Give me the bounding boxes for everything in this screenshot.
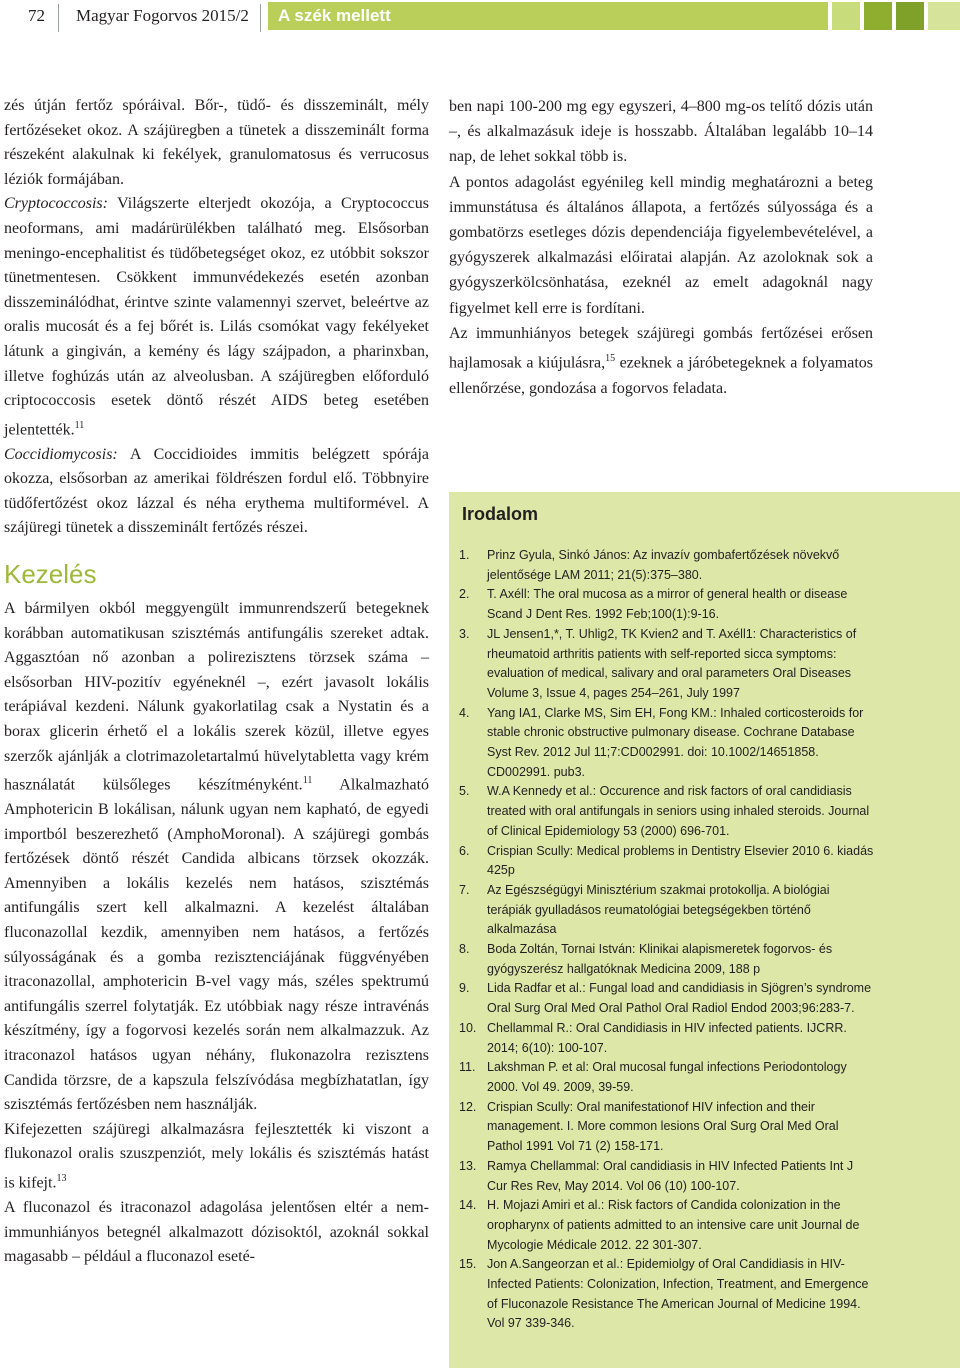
references-list	[459, 546, 874, 1334]
paragraph: A fluconazol és itraconazol adagolása jelentősen eltér a nem-immunhiányos betegnél alkalmazott dózisoktól, azoknál sokkal magasabb – például a fluconazol eseté-	[4, 1198, 429, 1266]
references-box	[449, 492, 960, 1368]
reference-item	[459, 1098, 874, 1157]
reference-number: 2.	[459, 587, 470, 602]
reference-text: Chellammal R.: Oral Candidiasis in HIV infected patients. IJCRR. 2014; 6(10): 100-107.	[487, 1020, 847, 1055]
citation: 11	[302, 775, 313, 787]
references-title: Irodalom	[462, 504, 539, 524]
paragraph: Coccidiomycosis: A Coccidioides immitis belégzett spórája okozza, elsősorban az amerikai földrészen fordul elő. Többnyire tüdőfertőzést okoz lázzal és néha erythema multiformével. A szájüregi tünetek a disszeminált fertőzés részei.	[4, 445, 429, 537]
reference-text: Crispian Scully: Medical problems in Dentistry Elsevier 2010 6. kiadás 425p	[487, 843, 874, 878]
paragraph: zés útján fertőz spóráival. Bőr-, tüdő- és disszeminált, mély fertőzéseket okoz. A szájüregben a tünetek a disszeminált forma részeként alakulnak ki fekélyek, granulomatosus és verrucosus léziók formájában.	[4, 97, 429, 188]
reference-number: 13.	[459, 1158, 477, 1173]
reference-text: Lida Radfar et al.: Fungal load and candidiasis in Sjögren’s syndrome Oral Surg Oral Med Oral Pathol Oral Radiol Endod 2003;96:283-7.	[487, 981, 872, 1016]
reference-item	[459, 546, 874, 585]
reference-number: 11.	[459, 1060, 476, 1075]
reference-text: Jon A.Sangeorzan et al.: Epidemiolgy of Oral Candidiasis in HIV-Infected Patients: Colonization, Infection, Treatment, and Emergence of Fluconazole Resistance The American Journal of Medicine 1994. Vol 97 339-346.	[487, 1257, 869, 1331]
reference-item	[459, 842, 874, 881]
reference-text: Crispian Scully: Oral manifestationof HIV infection and their management. I. More common lesions Oral Surg Oral Med Oral Pathol 1991 Vol 71 (2) 158-171.	[487, 1099, 839, 1154]
paragraph: A pontos adagolást egyénileg kell mindig meghatározni a beteg immunstátusa és általános állapota, a fertőzés súlyossága és a gombatörzs esetleges dózis dependenciája figyelembevételével, a gyógyszerek alkalmazási előiratai alapján. Az azoloknak sok a gyógyszerkölcsönhatása, ezeknél az emelt adagoknál nagy figyelmet kell erre is fordítani.	[449, 173, 873, 317]
reference-item	[459, 979, 874, 1018]
paragraph: Cryptococcosis: Világszerte elterjedt okozója, a Cryptococcus neoformans, ami madárürülékben található meg. Elsősorban meningo-encephalitist és tüdőbetegséget okoz, ez utóbbit sokszor tünetmentesen. Csökkent immunvédekezés esetén azonban disszeminálódhat, érintve szinte valamennyi szervet, beleértve az oralis mucosát és a fej bőrét is. Lilás csomókat vagy fekélyeket látunk a gingiván, a kemény és lágy szájpadon, a pharinxban, illetve foghúzás után az alveolusban. A szájüregben előforduló criptococcosis esetek döntő részét AIDS beteg esetében jelentették.$^{11}$	[4, 195, 429, 439]
page-number: 72	[28, 6, 45, 25]
reference-number: 9.	[459, 981, 470, 996]
reference-item	[459, 625, 874, 704]
decor-square	[928, 2, 960, 30]
reference-item	[459, 585, 874, 624]
right-column	[449, 94, 873, 401]
reference-number: 1.	[459, 548, 470, 562]
reference-item	[459, 1019, 874, 1058]
reference-item	[459, 782, 874, 841]
decor-square	[864, 2, 892, 30]
reference-number: 3.	[459, 626, 470, 641]
decor-square	[896, 2, 924, 30]
reference-number: 14.	[459, 1198, 477, 1213]
reference-text: JL Jensen1,*, T. Uhlig2, TK Kvien2 and T. Axéll1: Characteristics of rheumatoid arthritis patients with self-reported sicca symptoms: evaluation of medical, salivary and oral parameters Oral Diseases Volume 3, Issue 4, pages 254–261, July 1997	[487, 626, 857, 700]
section-title: A szék mellett	[268, 2, 828, 30]
reference-number: 15.	[459, 1257, 477, 1272]
reference-item	[459, 1196, 874, 1255]
reference-number: 8.	[459, 942, 470, 957]
journal-title: Magyar Fogorvos 2015/2	[76, 6, 249, 25]
citation: 13	[56, 1173, 67, 1184]
paragraph: Az immunhiányos betegek szájüregi gombás fertőzései erősen hajlamosak a kiújulásra,$^{15}$ ezeknek a járóbetegeknek a folyamatos ellenőrzése, gondozása a fogorvos feladata.	[449, 324, 873, 397]
reference-number: 7.	[459, 882, 470, 897]
reference-text: Yang IA1, Clarke MS, Sim EH, Fong KM.: Inhaled corticosteroids for stable chronic obstructive pulmonary disease. Cochrane Database Syst Rev. 2012 Jul 11;7:CD002991. doi: 10.1002/14651858. CD002991. pub3.	[487, 705, 864, 779]
reference-item	[459, 1157, 874, 1196]
reference-item	[459, 1058, 874, 1097]
header-divider	[260, 4, 261, 32]
paragraph: Kifejezetten szájüregi alkalmazásra fejlesztették ki viszont a flukonazol oralis szuszpenziót, mely lokális és szisztémás hatást is kifejt.$^{13}$	[4, 1120, 429, 1192]
reference-number: 5.	[459, 784, 470, 799]
citation: 11	[74, 419, 85, 431]
reference-text: Az Egészségügyi Minisztérium szakmai protokollja. A biológiai terápiák gyulladásos reumatológiai betegségekben történő alkalmazása	[487, 882, 830, 937]
reference-text: Ramya Chellammal: Oral candidiasis in HIV Infected Patients Int J Cur Res Rev, May 2014. Vol 06 (10) 100-107.	[487, 1158, 854, 1193]
left-column	[4, 94, 429, 1270]
reference-text: Lakshman P. et al: Oral mucosal fungal infections Periodontology 2000. Vol 49. 2009, 39-59.	[487, 1060, 847, 1094]
paragraph: A bármilyen okból meggyengült immunrendszerű betegeknek korábban automatikusan szisztémás antifungális szereket adtak. Aggasztóan nő azonban a polirezisztens törzsek száma – elsősorban HIV-pozitív egyéneknél –, ezért javasolt lokális terápiával kezdeni. Nálunk gyakorlatilag csak a Nystatin és a borax glicerin érhető el a lokális szerek közül, illetve egyes szerzők ajánlják a clotrimazoletartalmú hüvelytabletta vagy krém használatát külsőleges készítményként.$^{11}$ Alkalmazható Amphotericin B lokálisan, nálunk ugyan nem kapható, de egyedi importból beszerezhető (AmphoMoronal). A szájüregi gombás fertőzések döntő részét Candida albicans törzsek okozzák. Amennyiben a lokális kezelés nem hatásos, szisztémás antifungális szert kell alkalmazni. A kezelést általában fluconazollal kezdik, amennyiben nem hatásos, a fertőzés súlyosságának és a gomba rezisztenciájának függvényében itraconazollal, amphotericin B-vel vagy más, széles spektrumú antifungális szerrel folytatják. Ez utóbbiak nagy része intravénás készítmény, így a fogorvosi kezelés során nem alkalmazzuk. Az itraconazol hatásos ugyan néhány, flukonazolra rezisztens Candida törzsre, de a kapszula felszívódása megbízhatatlan, így szisztémás fertőzésben nem használják.	[4, 600, 430, 1114]
reference-number: 4.	[459, 705, 470, 720]
reference-text: H. Mojazi Amiri et al.: Risk factors of Candida colonization in the oropharynx of patients admitted to an intensive care unit Journal de Mycologie Médicale 2012. 22 301-307.	[487, 1198, 860, 1252]
reference-text: Prinz Gyula, Sinkó János: Az invazív gombafertőzések növekvő jelentősége LAM 2011; 21(5):375–380.	[487, 548, 840, 582]
reference-text: Boda Zoltán, Tornai István: Klinikai alapismeretek fogorvos- és gyógyszerész hallgatóknak Medicina 2009, 188 p	[487, 942, 833, 976]
reference-number: 10.	[459, 1020, 477, 1035]
header-divider	[58, 4, 59, 32]
decor-square	[832, 2, 860, 30]
reference-number: 12.	[459, 1099, 477, 1114]
reference-number: 6.	[459, 843, 470, 858]
reference-item	[459, 881, 874, 940]
reference-item	[459, 704, 874, 783]
reference-text: W.A Kennedy et al.: Occurence and risk factors of oral candidiasis treated with oral antifungals in seniors using inhaled steroids. Journal of Clinical Epidemiology 53 (2000) 696-701.	[487, 784, 870, 838]
page-header	[0, 0, 960, 34]
section-heading: Kezelés	[4, 559, 97, 590]
reference-text: T. Axéll: The oral mucosa as a mirror of general health or disease Scand J Dent Res. 1992 Feb;100(1):9-16.	[487, 587, 848, 622]
term: Coccidiomycosis:	[4, 445, 118, 463]
term: Cryptococcosis:	[4, 195, 108, 213]
paragraph: ben napi 100-200 mg egy egyszeri, 4–800 mg-os telítő dózis után –, és alkalmazásuk ideje is hosszabb. Általában legalább 10–14 nap, de lehet sokkal több is.	[449, 98, 873, 166]
reference-item	[459, 940, 874, 979]
reference-item	[459, 1255, 874, 1334]
citation: 15	[605, 353, 616, 365]
